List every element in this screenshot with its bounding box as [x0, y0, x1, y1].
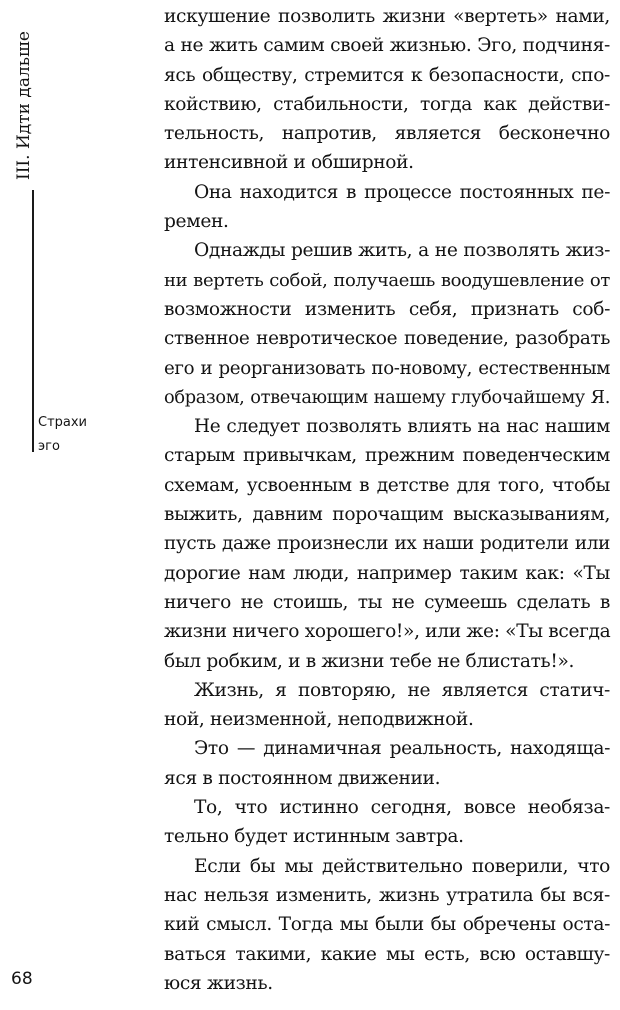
- text-line: тельность, напротив, является бесконечно: [164, 123, 610, 145]
- text-line: ничего не стоишь, ты не сумеешь сделать в: [164, 591, 610, 613]
- text-line: Жизнь, я повторяю, не является статич-: [194, 679, 610, 701]
- text-line: ной, неизменной, неподвижной.: [164, 709, 474, 731]
- text-line: а не жить самим своей жизнью. Эго, подчиня-: [164, 35, 610, 57]
- text-line: Если бы мы действительно поверили, что: [194, 855, 610, 877]
- text-line: Не следует позволять влиять на нас нашим: [194, 416, 610, 438]
- text-line: возможности изменить себя, признать соб-: [164, 298, 610, 320]
- page-number: 68: [11, 969, 33, 989]
- text-line: интенсивной и обширной.: [164, 152, 414, 174]
- text-line: пусть даже произнесли их наши родители или: [164, 533, 610, 555]
- text-line: койствию, стабильности, тогда как действи-: [164, 93, 610, 115]
- text-line: нас нельзя изменить, жизнь утратила бы вся-: [164, 884, 610, 906]
- text-line: Это — динамичная реальность, находяща-: [194, 738, 610, 760]
- text-line: образом, отвечающим нашему глубочайшему Я.: [164, 386, 610, 408]
- text-line: выжить, давним порочащим высказываниям,: [164, 504, 610, 526]
- text-line: ственное невротическое поведение, разобрать: [164, 328, 610, 350]
- margin-rule: [32, 190, 34, 452]
- text-line: То, что истинно сегодня, вовсе необяза-: [194, 797, 610, 819]
- text-line: его и реорганизовать по-новому, естественным: [164, 357, 610, 379]
- margin-note: [38, 411, 138, 459]
- text-line: ни вертеть собой, получаешь воодушевление от: [164, 269, 610, 291]
- running-head-text: III. Идти дальше: [14, 31, 34, 180]
- text-line: ваться такими, какие мы есть, всю оставшу-: [164, 943, 610, 965]
- margin-note-line-1: Страхи: [38, 415, 88, 430]
- text-line: дорогие нам люди, например таким как: «Ты: [164, 562, 610, 584]
- text-line: искушение позволить жизни «вертеть» нами,: [164, 6, 610, 27]
- text-line: юся жизнь.: [164, 972, 273, 994]
- text-line: схемам, усвоенным в детстве для того, чтобы: [164, 474, 610, 496]
- text-line: был робким, и в жизни тебе не блистать!».: [164, 650, 575, 672]
- text-line: жизни ничего хорошего!», или же: «Ты всегда: [164, 621, 611, 643]
- text-line: тельно будет истинным завтра.: [164, 826, 464, 848]
- text-line: Она находится в процессе постоянных пе-: [194, 181, 610, 203]
- text-line: старым привычкам, прежним поведенческим: [164, 445, 610, 467]
- running-head: [8, 10, 40, 180]
- text-line: кий смысл. Тогда мы были бы обречены оста-: [164, 914, 610, 936]
- text-line: яся в постоянном движении.: [164, 767, 441, 789]
- text-line: ремен.: [164, 211, 229, 233]
- text-line: Однажды решив жить, а не позволять жиз-: [194, 240, 610, 262]
- text-line: ясь обществу, стремится к безопасности, спо-: [164, 64, 610, 86]
- margin-note-line-2: эго: [38, 439, 60, 454]
- body-text: [164, 2, 610, 998]
